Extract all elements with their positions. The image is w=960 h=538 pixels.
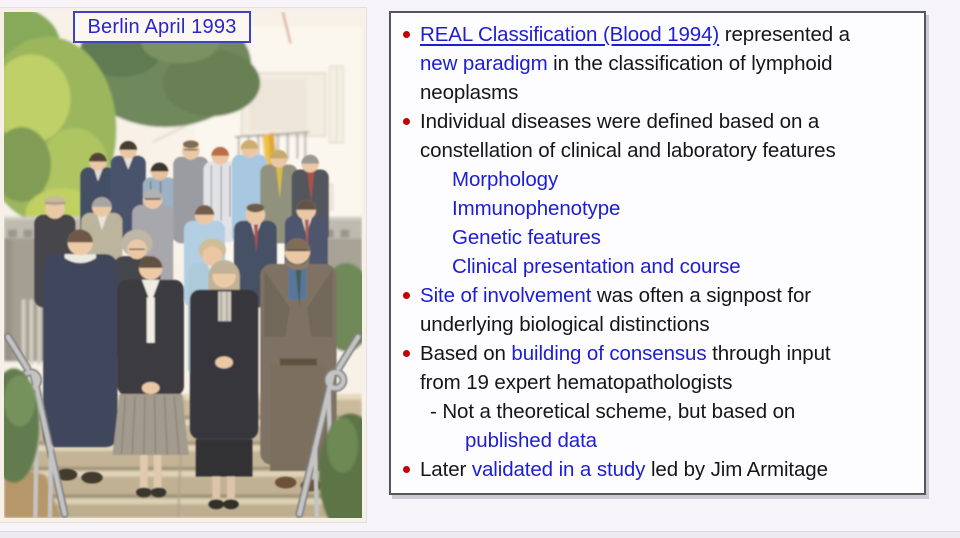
bullet-dot-icon: [403, 292, 410, 299]
highlighted-phrase: published data: [465, 429, 597, 452]
text-line: [391, 194, 920, 223]
highlighted-phrase: building of consensus: [511, 342, 707, 365]
bullet-line: [391, 107, 920, 136]
highlighted-phrase: REAL Classification (Blood 1994): [420, 23, 720, 46]
body-text: neoplasms: [420, 81, 519, 104]
group-photo: [0, 8, 366, 522]
line-text: [420, 49, 832, 78]
text-line: [391, 165, 920, 194]
body-text: through input: [706, 342, 831, 365]
bullet-dot-icon: [403, 466, 410, 473]
photo-caption-box: [73, 11, 251, 43]
bullet-dot-icon: [403, 31, 410, 38]
body-text: underlying biological distinctions: [420, 313, 710, 336]
body-text: - Not a theoretical scheme, but based on: [430, 400, 796, 423]
body-text: was often a signpost for: [591, 284, 812, 307]
body-text: led by Jim Armitage: [645, 458, 828, 481]
group-photo-illustration: [4, 12, 362, 518]
text-line: [391, 397, 920, 426]
text-line: [391, 78, 920, 107]
line-text: [430, 397, 795, 426]
text-line: [391, 426, 920, 455]
photo-caption-text: Berlin April 1993: [87, 15, 237, 38]
body-text: constellation of clinical and laboratory features: [420, 139, 836, 162]
bullet-line: [391, 455, 920, 484]
bullet-dot-icon: [403, 350, 410, 357]
text-line: [391, 136, 920, 165]
text-line: [391, 252, 920, 281]
line-text: [465, 426, 597, 455]
bullet-list: [391, 20, 920, 484]
line-text: [420, 368, 732, 397]
body-text: from 19 expert hematopathologists: [420, 371, 733, 394]
body-text: in the classification of lymphoid: [547, 52, 833, 75]
highlighted-phrase: Morphology: [452, 168, 559, 191]
text-line: [391, 310, 920, 339]
highlighted-phrase: Clinical presentation and course: [452, 255, 741, 278]
line-text: [420, 107, 819, 136]
line-text: [420, 78, 518, 107]
highlighted-phrase: Site of involvement: [420, 284, 592, 307]
text-line: [391, 223, 920, 252]
body-text: Based on: [420, 342, 512, 365]
line-text: [452, 223, 601, 252]
line-text: [420, 339, 830, 368]
bullet-line: [391, 20, 920, 49]
bottom-edge-strip: [0, 531, 960, 538]
highlighted-phrase: Immunophenotype: [452, 197, 621, 220]
bullet-dot-icon: [403, 118, 410, 125]
line-text: [452, 194, 620, 223]
photo-wash: [4, 12, 362, 518]
highlighted-phrase: validated in a study: [471, 458, 646, 481]
highlighted-phrase: Genetic features: [452, 226, 601, 249]
bullet-line: [391, 339, 920, 368]
body-text: Later: [420, 458, 472, 481]
line-text: [420, 310, 709, 339]
line-text: [420, 136, 836, 165]
text-line: [391, 368, 920, 397]
text-panel: [389, 11, 926, 495]
line-text: [452, 165, 558, 194]
line-text: [420, 281, 811, 310]
line-text: [420, 20, 850, 49]
line-text: [420, 455, 828, 484]
body-text: Individual diseases were defined based on a: [420, 110, 820, 133]
body-text: represented a: [719, 23, 850, 46]
bullet-line: [391, 281, 920, 310]
text-line: [391, 49, 920, 78]
highlighted-phrase: new paradigm: [420, 52, 548, 75]
line-text: [452, 252, 741, 281]
